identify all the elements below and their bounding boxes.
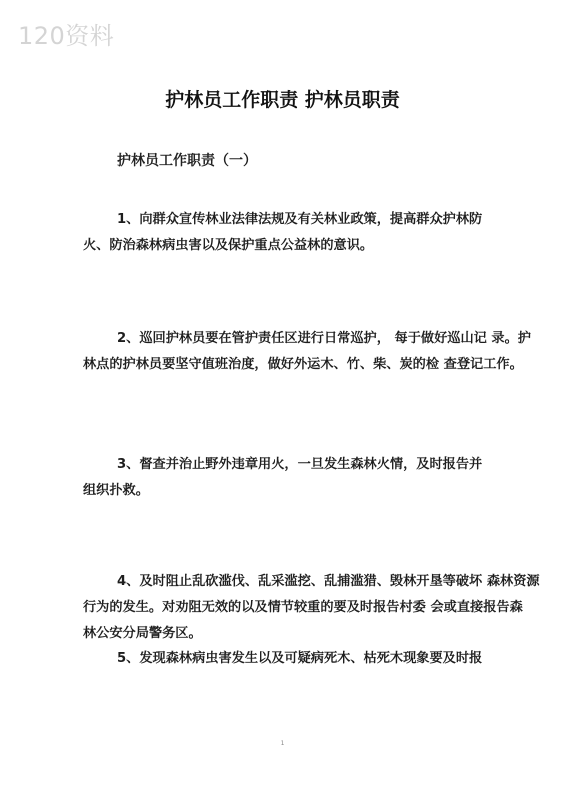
- paragraph-line: 林点的护林员要坚守值班治度，做好外运木、竹、柴、炭的检 查登记工作。: [83, 357, 523, 372]
- paragraph-3: [83, 452, 488, 504]
- paragraph-line: 5、发现森林病虫害发生以及可疑病死木、枯死木现象要及时报: [117, 651, 483, 666]
- paragraph-line: 林公安分局警务区。: [83, 626, 202, 641]
- paragraph-2: [83, 326, 531, 378]
- paragraph-line: 火、防治森林病虫害以及保护重点公益林的意识。: [83, 238, 374, 253]
- paragraph-line: 4、及时阻止乱砍滥伐、乱采滥挖、乱捕滥猎、毁林开垦等破坏 森林资源: [117, 574, 540, 589]
- section-subtitle: 护林员工作职责（一）: [117, 153, 257, 169]
- paragraph-line: 3、督查并治止野外违章用火，一旦发生森林火情，及时报告并: [117, 457, 483, 472]
- paragraph-4: [83, 569, 540, 647]
- paragraph-line: 组织扑救。: [83, 483, 149, 498]
- watermark-text: 120资料: [18, 22, 115, 50]
- paragraph-1: [83, 207, 488, 259]
- paragraph-line: 1、向群众宣传林业法律法规及有关林业政策，提高群众护林防: [117, 212, 483, 227]
- paragraph-5: [83, 646, 488, 672]
- document-title: 护林员工作职责 护林员职责: [165, 89, 400, 111]
- page-number: 1: [280, 740, 285, 747]
- paragraph-line: 2、巡回护林员要在管护责任区进行日常巡护， 每于做好巡山记 录。护: [117, 331, 531, 346]
- paragraph-line: 行为的发生。对劝阻无效的以及情节较重的要及时报告村委 会或直接报告森: [83, 600, 523, 615]
